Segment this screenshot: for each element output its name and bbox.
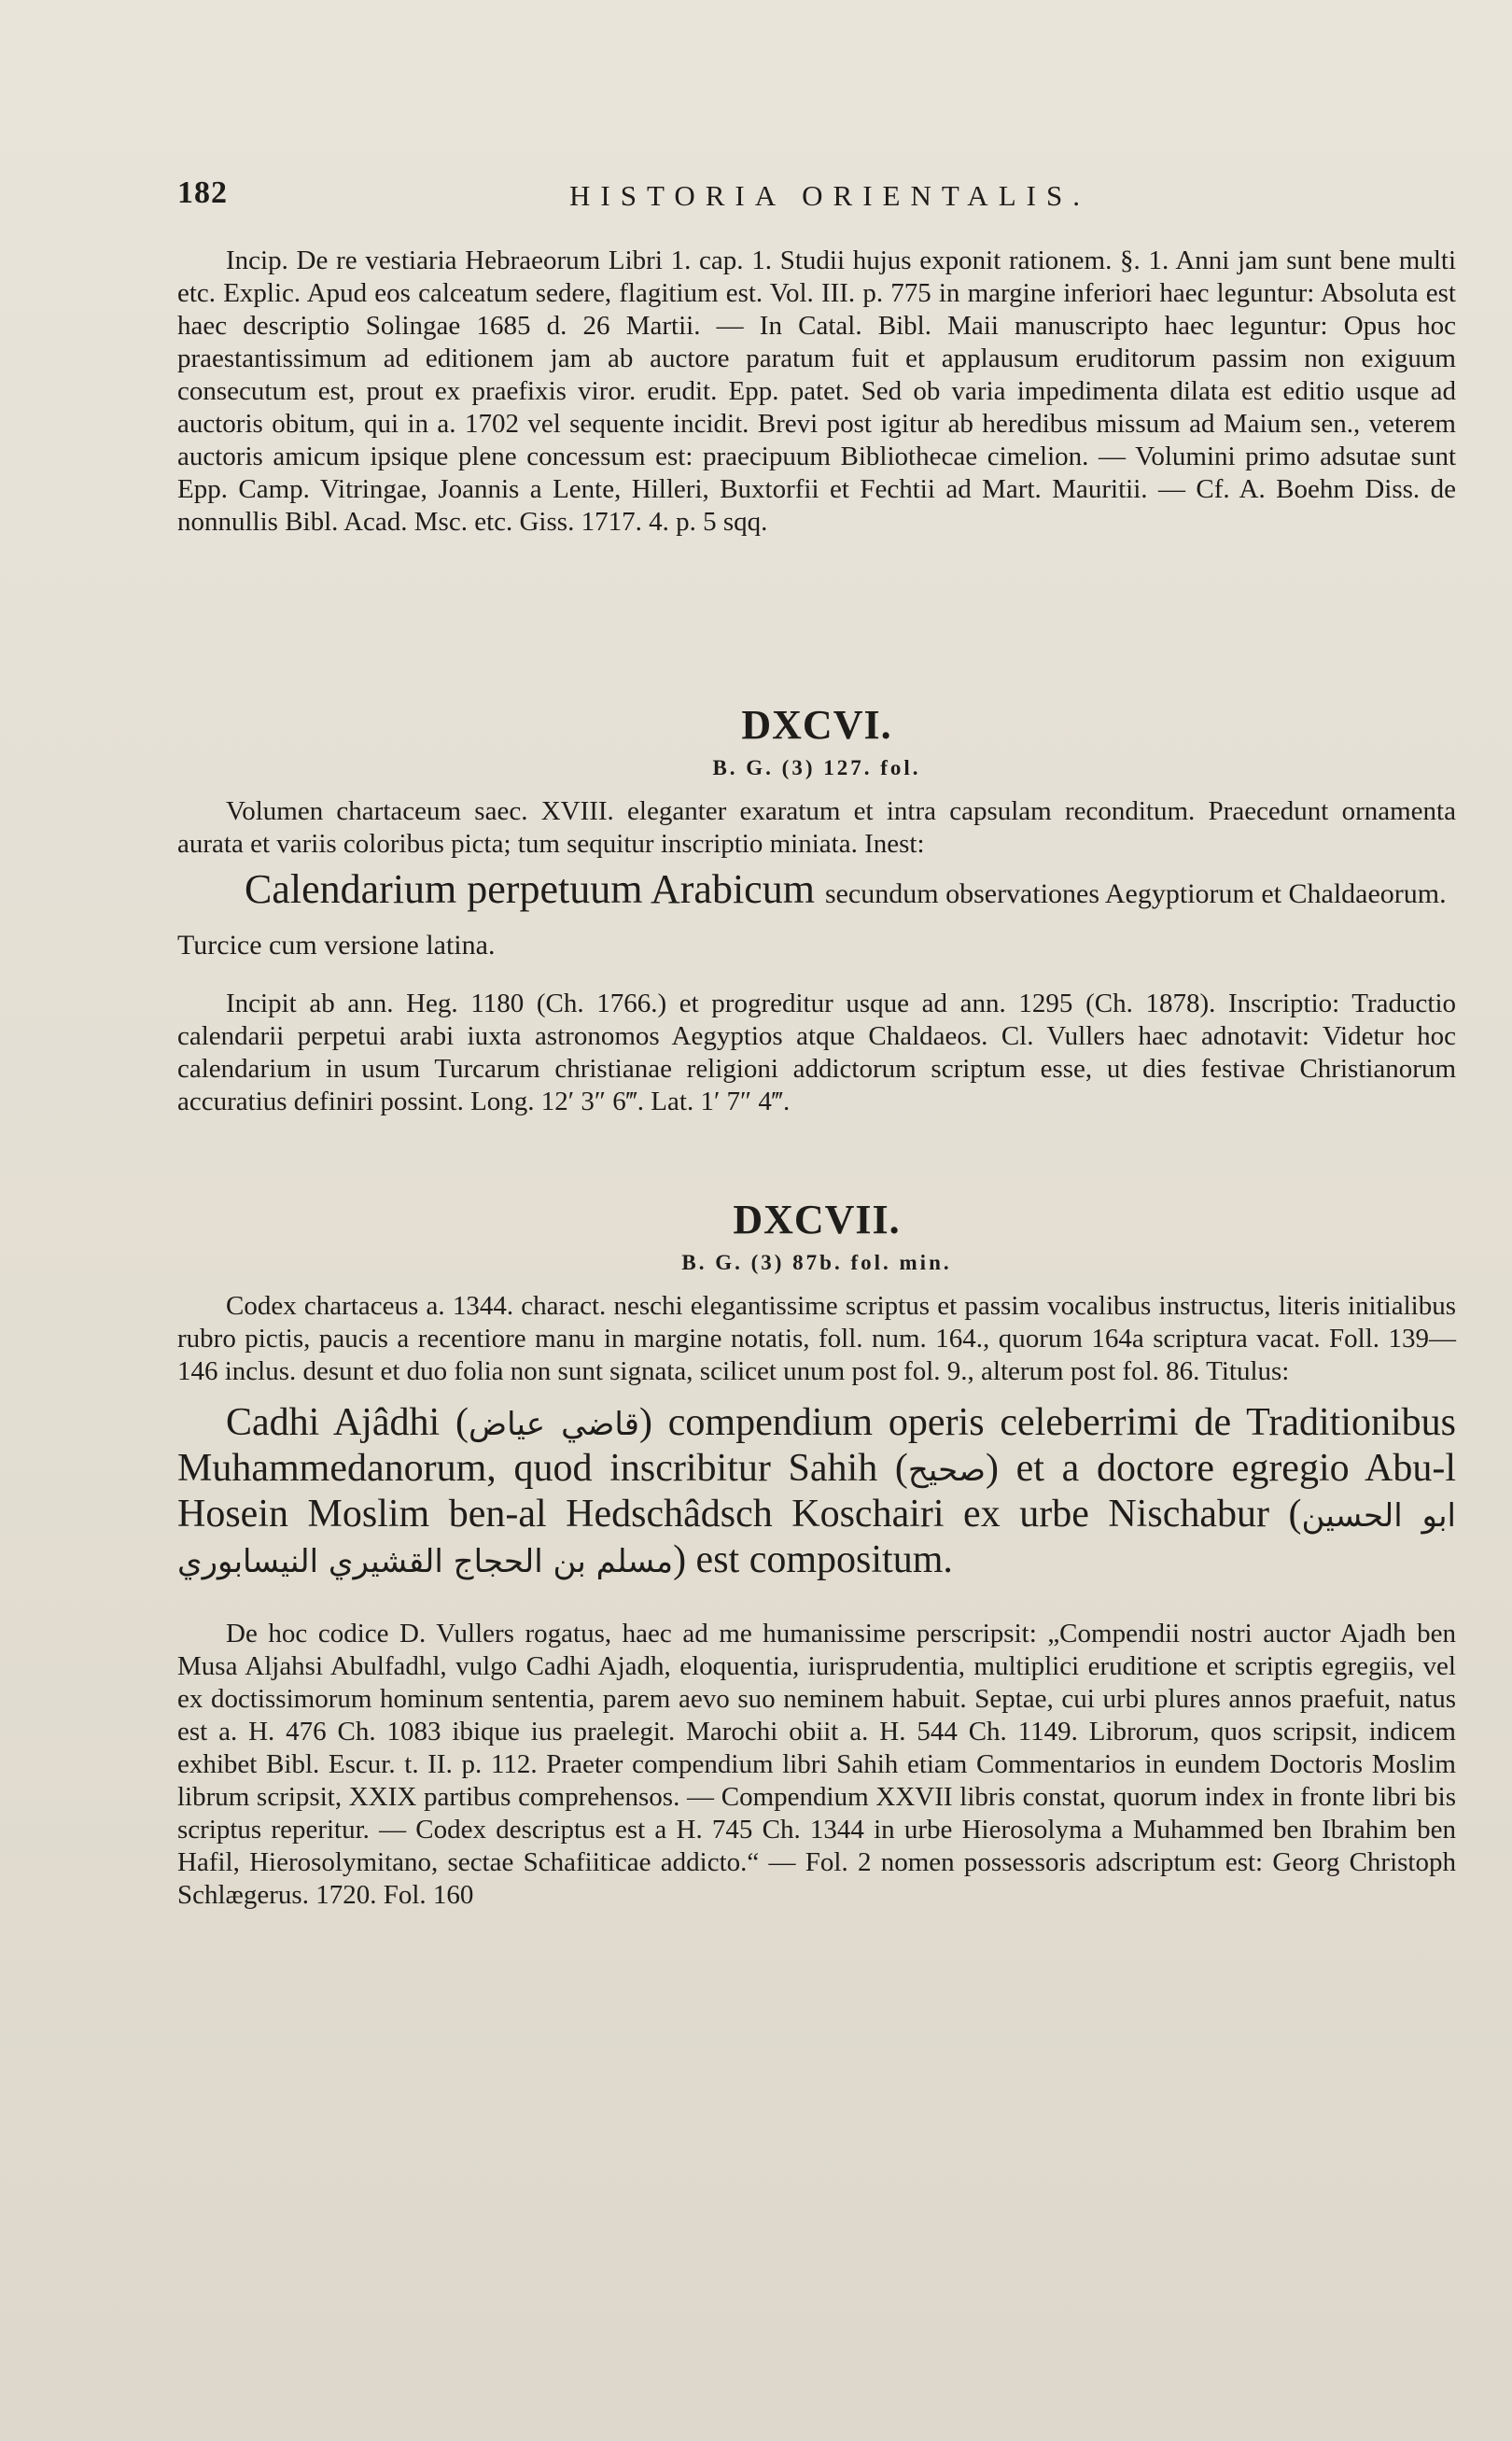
description-paragraph: Volumen chartaceum saec. XVIII. eleganter exaratum et intra capsulam reconditum. Praecedunt ornamenta aurata et variis coloribus picta; tum sequitur inscriptio miniata. Inest: (177, 796, 1456, 859)
arabic-name-moslim: ابو الحسين مسلم بن الحجاج القشيري النيسابوري (177, 1497, 1456, 1580)
arabic-name-cadhi: قاضي عياض (468, 1406, 639, 1443)
entry-number: DXCVII. (733, 1197, 901, 1242)
page-header (177, 175, 1456, 222)
page-number: 182 (177, 175, 228, 210)
running-title: HISTORIA ORIENTALIS. (569, 179, 1090, 212)
intro-entry (177, 245, 1456, 539)
title-part-2: ) compendium operis celeberrimi de Traditionibus Muhammedanorum, quod inscribitur Sahih ( (177, 1401, 1457, 1490)
title-part-1: Cadhi Ajâdhi ( (226, 1401, 469, 1444)
intro-paragraph: Incip. De re vestiaria Hebraeorum Libri 1. cap. 1. Studii hujus exponit rationem. §. 1. Anni jam sunt bene multi etc. Explic. Apud eos calceatum sedere, flagitium est. Vol. III. p. 775 in margine inferiori haec leguntur: Absoluta est haec descriptio Solingae 1685 d. 26 Martii. — In Catal. Bibl. Maii manuscripto haec leguntur: Opus hoc praestantissimum ad editionem jam ab auctore paratum fuit et applausum eruditorum passim non exiguum consecutum est, prout ex praefixis viror. erudit. Epp. patet. Sed ob varia impedimenta dilata est editio usque ad auctoris obitum, qui in a. 1702 vel sequente incidit. Brevi post igitur ab heredibus missum ad Maium sen., veterem auctoris amicum ipsique plene concessum est: praecipuum Bibliothecae cimelion. — Volumini primo adsutae sunt Epp. Camp. Vitringae, Joannis a Lente, Hilleri, Buxtorfii et Fechtii ad Mart. Mauritii. — Cf. A. Boehm Diss. de nonnullis Bibl. Acad. Msc. etc. Giss. 1717. 4. p. 5 sqq. (177, 246, 1456, 537)
shelfmark: B. G. (3) 127. fol. (712, 756, 921, 779)
description-paragraph: Codex chartaceus a. 1344. charact. neschi elegantissime scriptus et passim vocalibus instructus, literis initialibus rubro pictis, paucis a recentiore manu in margine notatis, foll. num. 164., quorum 164a scriptura vacat. Foll. 139—146 inclus. desunt et duo folia non sunt signata, scilicet unum post fol. 9., alterum post fol. 86. Titulus: (177, 1291, 1456, 1386)
work-title-rest: secundum observationes Aegyptiorum et Chaldaeorum. Turcice cum versione latina. (177, 878, 1447, 961)
entry-dxcvi (177, 702, 1456, 1118)
entry-number: DXCVI. (741, 702, 892, 748)
title-part-3: ) et a doctore egregio Abu-l Hosein Moslim ben-al Hedschâdsch Koschairi ex urbe Nischabur ( (177, 1447, 1457, 1536)
entry-dxcvii (177, 1197, 1456, 1912)
work-title-main: Calendarium perpetuum Arabicum (245, 866, 815, 912)
arabic-word-sahih: صحيح (907, 1452, 986, 1489)
work-title (177, 1401, 1456, 1584)
shelfmark: B. G. (3) 87b. fol. min. (681, 1251, 952, 1274)
notes-paragraph: Incipit ab ann. Heg. 1180 (Ch. 1766.) et progreditur usque ad ann. 1295 (Ch. 1878). Inscriptio: Traductio calendarii perpetui arabi iuxta astronomos Aegyptios atque Chaldaeos. Cl. Vullers haec adnotavit: Videtur hoc calendarium in usum Turcarum christianae religioni addictorum scriptum esse, ut dies festivae Christianorum accuratius definiri possint. Long. 12′ 3″ 6‴. Lat. 1′ 7″ 4‴. (177, 989, 1456, 1116)
work-title (177, 866, 1456, 969)
title-part-4: ) est compositum. (673, 1538, 953, 1581)
notes-paragraph: De hoc codice D. Vullers rogatus, haec ad me humanissime perscripsit: „Compendii nostri auctor Ajadh ben Musa Aljahsi Abulfadhl, vulgo Cadhi Ajadh, eloquentia, iurisprudentia, multiplici eruditione et scriptis egregiis, vel ex doctissimorum hominum sententia, parem aevo suo neminem habuit. Septae, cui urbi plures annos praefuit, natus est a. H. 476 Ch. 1083 ibique ius praelegit. Marochi obiit a. H. 544 Ch. 1149. Librorum, quos scripsit, indicem exhibet Bibl. Escur. t. II. p. 112. Praeter compendium libri Sahih etiam Commentarios in eundem Doctoris Moslim librum scripsit, XXIX partibus comprehensos. — Compendium XXVII libris constat, quorum index in fronte libri bis scriptus reperitur. — Codex descriptus est a H. 745 Ch. 1344 in urbe Hierosolyma a Muhammed ben Ibrahim ben Hafil, Hierosolymitano, sectae Schafiiticae addicto.“ — Fol. 2 nomen possessoris adscriptum est: Georg Christoph Schlægerus. 1720. Fol. 160 (177, 1619, 1456, 1910)
